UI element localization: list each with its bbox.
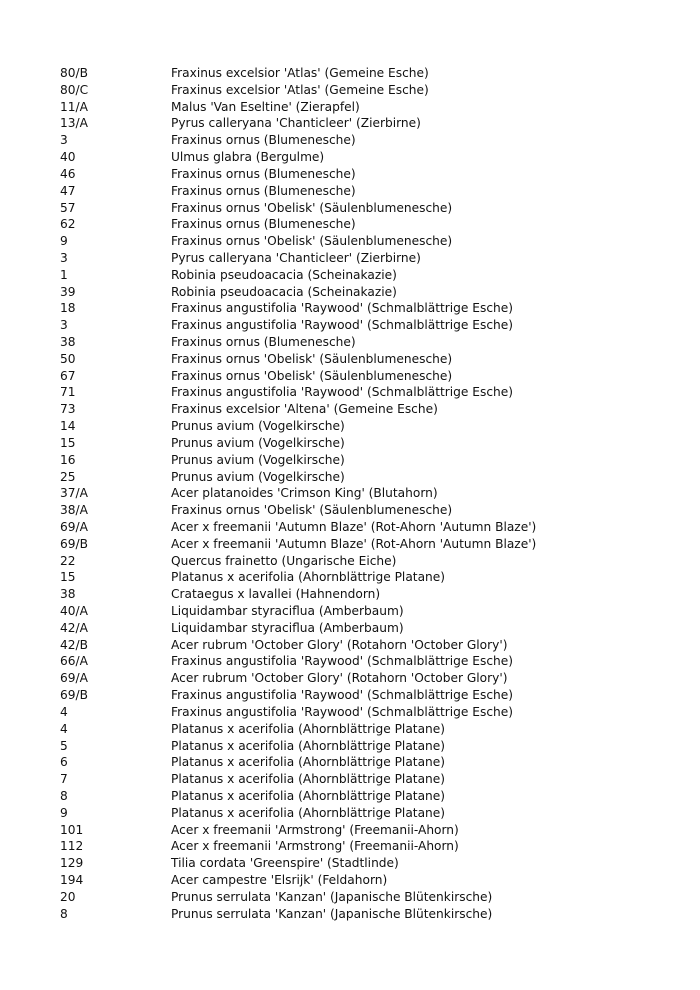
list-item — [60, 250, 680, 267]
list-item — [60, 603, 680, 620]
list-item — [60, 519, 680, 536]
tree-species: Tilia cordata 'Greenspire' (Stadtlinde) — [171, 856, 399, 871]
tree-species: Platanus x acerifolia (Ahornblättrige Platane) — [171, 570, 446, 585]
tree-list — [60, 65, 680, 922]
tree-number: 4 — [60, 721, 68, 736]
tree-number: 25 — [60, 469, 76, 484]
tree-number: 50 — [60, 351, 76, 366]
list-item — [60, 687, 680, 704]
tree-number: 40/A — [60, 604, 88, 618]
list-item — [60, 418, 680, 435]
tree-species: Platanus x acerifolia (Ahornblättrige Platane) — [171, 788, 446, 803]
tree-number: 47 — [60, 183, 76, 198]
list-item — [60, 822, 680, 839]
tree-species: Acer platanoides 'Crimson King' (Blutahorn) — [171, 486, 438, 501]
list-item — [60, 384, 680, 401]
tree-number: 15 — [60, 435, 76, 450]
tree-number: 37/A — [60, 486, 88, 501]
list-item — [60, 368, 680, 385]
tree-number: 57 — [60, 200, 76, 215]
tree-species: Prunus avium (Vogelkirsche) — [171, 435, 345, 450]
tree-species: Fraxinus angustifolia 'Raywood' (Schmalblättrige Esche) — [171, 301, 513, 316]
tree-species: Platanus x acerifolia (Ahornblättrige Platane) — [171, 738, 446, 753]
tree-number: 3 — [60, 318, 68, 333]
tree-species: Quercus frainetto (Ungarische Eiche) — [171, 553, 397, 568]
tree-species: Platanus x acerifolia (Ahornblättrige Platane) — [171, 772, 446, 787]
list-item — [60, 788, 680, 805]
list-item — [60, 452, 680, 469]
tree-number: 42/A — [60, 620, 88, 635]
tree-species: Fraxinus excelsior 'Atlas' (Gemeine Esche) — [171, 82, 429, 97]
tree-species: Robinia pseudoacacia (Scheinakazie) — [171, 284, 397, 299]
list-item — [60, 620, 680, 637]
tree-number: 9 — [60, 805, 68, 820]
tree-species: Prunus serrulata 'Kanzan' (Japanische Blütenkirsche) — [171, 889, 493, 904]
tree-species: Fraxinus ornus 'Obelisk' (Säulenblumenesche) — [171, 200, 453, 215]
list-item — [60, 586, 680, 603]
list-item — [60, 838, 680, 855]
tree-number: 40 — [60, 150, 76, 165]
list-item — [60, 906, 680, 923]
tree-number: 18 — [60, 301, 76, 316]
tree-number: 16 — [60, 452, 76, 467]
tree-number: 38/A — [60, 503, 88, 518]
tree-number: 194 — [60, 873, 84, 887]
tree-species: Acer rubrum 'October Glory' (Rotahorn 'October Glory') — [171, 637, 508, 652]
list-item — [60, 738, 680, 755]
list-item — [60, 889, 680, 906]
list-item — [60, 704, 680, 721]
tree-species: Platanus x acerifolia (Ahornblättrige Platane) — [171, 805, 446, 820]
tree-species: Prunus avium (Vogelkirsche) — [171, 469, 345, 484]
tree-number: 62 — [60, 217, 76, 232]
tree-number: 73 — [60, 402, 76, 417]
tree-species: Fraxinus angustifolia 'Raywood' (Schmalblättrige Esche) — [171, 688, 513, 703]
tree-species: Fraxinus ornus (Blumenesche) — [171, 183, 356, 198]
tree-number: 5 — [60, 738, 68, 753]
tree-species: Prunus avium (Vogelkirsche) — [171, 452, 345, 467]
list-item — [60, 771, 680, 788]
tree-species: Fraxinus ornus (Blumenesche) — [171, 133, 356, 148]
tree-number: 8 — [60, 906, 68, 921]
tree-species: Acer rubrum 'October Glory' (Rotahorn 'October Glory') — [171, 671, 508, 686]
tree-number: 38 — [60, 587, 76, 602]
tree-species: Platanus x acerifolia (Ahornblättrige Platane) — [171, 721, 446, 736]
tree-number: 69/A — [60, 519, 88, 534]
tree-species: Fraxinus excelsior 'Altena' (Gemeine Esche) — [171, 402, 438, 417]
tree-species: Ulmus glabra (Bergulme) — [171, 150, 325, 165]
list-item — [60, 300, 680, 317]
tree-species: Fraxinus ornus 'Obelisk' (Säulenblumenesche) — [171, 503, 453, 518]
tree-species: Acer x freemanii 'Autumn Blaze' (Rot-Ahorn 'Autumn Blaze') — [171, 536, 537, 551]
list-item — [60, 754, 680, 771]
list-item — [60, 637, 680, 654]
tree-species: Fraxinus ornus (Blumenesche) — [171, 335, 356, 349]
list-item — [60, 166, 680, 183]
list-item — [60, 115, 680, 132]
tree-species: Fraxinus ornus 'Obelisk' (Säulenblumenesche) — [171, 234, 453, 249]
tree-number: 11/A — [60, 99, 88, 114]
tree-number: 13/A — [60, 116, 88, 131]
tree-number: 3 — [60, 250, 68, 265]
tree-species: Fraxinus ornus 'Obelisk' (Säulenblumenesche) — [171, 351, 453, 366]
tree-species: Liquidambar styraciflua (Amberbaum) — [171, 620, 404, 635]
tree-species: Liquidambar styraciflua (Amberbaum) — [171, 604, 404, 618]
list-item — [60, 502, 680, 519]
tree-number: 67 — [60, 368, 76, 383]
tree-number: 39 — [60, 284, 76, 299]
list-item — [60, 351, 680, 368]
tree-species: Prunus avium (Vogelkirsche) — [171, 419, 345, 434]
list-item — [60, 334, 680, 351]
list-item — [60, 805, 680, 822]
tree-number: 22 — [60, 553, 76, 568]
list-item — [60, 183, 680, 200]
tree-number: 69/B — [60, 688, 88, 703]
tree-species: Crataegus x lavallei (Hahnendorn) — [171, 587, 381, 602]
tree-number: 15 — [60, 570, 76, 585]
list-item — [60, 401, 680, 418]
tree-species: Pyrus calleryana 'Chanticleer' (Zierbirne) — [171, 116, 421, 131]
list-item — [60, 149, 680, 166]
tree-number: 129 — [60, 856, 84, 871]
tree-species: Fraxinus angustifolia 'Raywood' (Schmalblättrige Esche) — [171, 385, 513, 400]
tree-number: 6 — [60, 755, 68, 770]
tree-species: Fraxinus angustifolia 'Raywood' (Schmalblättrige Esche) — [171, 654, 513, 669]
tree-species: Malus 'Van Eseltine' (Zierapfel) — [171, 99, 360, 114]
list-item — [60, 721, 680, 738]
list-item — [60, 855, 680, 872]
tree-number: 20 — [60, 889, 76, 904]
list-item — [60, 485, 680, 502]
tree-number: 1 — [60, 267, 68, 282]
list-item — [60, 99, 680, 116]
tree-number: 80/B — [60, 66, 88, 80]
list-item — [60, 284, 680, 301]
tree-number: 14 — [60, 419, 76, 434]
tree-species: Fraxinus ornus (Blumenesche) — [171, 217, 356, 232]
tree-number: 42/B — [60, 637, 88, 652]
tree-number: 9 — [60, 234, 68, 249]
list-item — [60, 65, 680, 82]
tree-species: Acer x freemanii 'Armstrong' (Freemanii-Ahorn) — [171, 822, 459, 837]
list-item — [60, 233, 680, 250]
tree-number: 38 — [60, 335, 76, 349]
tree-species: Fraxinus angustifolia 'Raywood' (Schmalblättrige Esche) — [171, 704, 513, 719]
tree-species: Robinia pseudoacacia (Scheinakazie) — [171, 267, 397, 282]
tree-number: 46 — [60, 166, 76, 181]
list-item — [60, 317, 680, 334]
list-item — [60, 536, 680, 553]
tree-number: 112 — [60, 839, 84, 854]
tree-species: Acer x freemanii 'Autumn Blaze' (Rot-Ahorn 'Autumn Blaze') — [171, 519, 537, 534]
list-item — [60, 435, 680, 452]
tree-number: 71 — [60, 385, 76, 400]
tree-species: Acer campestre 'Elsrijk' (Feldahorn) — [171, 873, 388, 887]
list-item — [60, 553, 680, 570]
list-item — [60, 872, 680, 889]
tree-species: Pyrus calleryana 'Chanticleer' (Zierbirne) — [171, 250, 421, 265]
tree-number: 7 — [60, 772, 68, 787]
tree-species: Fraxinus ornus 'Obelisk' (Säulenblumenesche) — [171, 368, 453, 383]
tree-number: 80/C — [60, 82, 89, 97]
list-item — [60, 653, 680, 670]
list-item — [60, 216, 680, 233]
list-item — [60, 267, 680, 284]
tree-species: Fraxinus angustifolia 'Raywood' (Schmalblättrige Esche) — [171, 318, 513, 333]
tree-number: 69/B — [60, 536, 88, 551]
list-item — [60, 670, 680, 687]
tree-number: 101 — [60, 822, 84, 837]
tree-number: 69/A — [60, 671, 88, 686]
list-item — [60, 569, 680, 586]
list-item — [60, 132, 680, 149]
tree-species: Fraxinus ornus (Blumenesche) — [171, 166, 356, 181]
tree-species: Fraxinus excelsior 'Atlas' (Gemeine Esche) — [171, 66, 429, 80]
tree-species: Platanus x acerifolia (Ahornblättrige Platane) — [171, 755, 446, 770]
list-item — [60, 82, 680, 99]
list-item — [60, 200, 680, 217]
list-item — [60, 469, 680, 486]
tree-number: 8 — [60, 788, 68, 803]
tree-species: Acer x freemanii 'Armstrong' (Freemanii-Ahorn) — [171, 839, 459, 854]
tree-number: 3 — [60, 133, 68, 148]
tree-number: 66/A — [60, 654, 88, 669]
tree-species: Prunus serrulata 'Kanzan' (Japanische Blütenkirsche) — [171, 906, 493, 921]
tree-number: 4 — [60, 704, 68, 719]
